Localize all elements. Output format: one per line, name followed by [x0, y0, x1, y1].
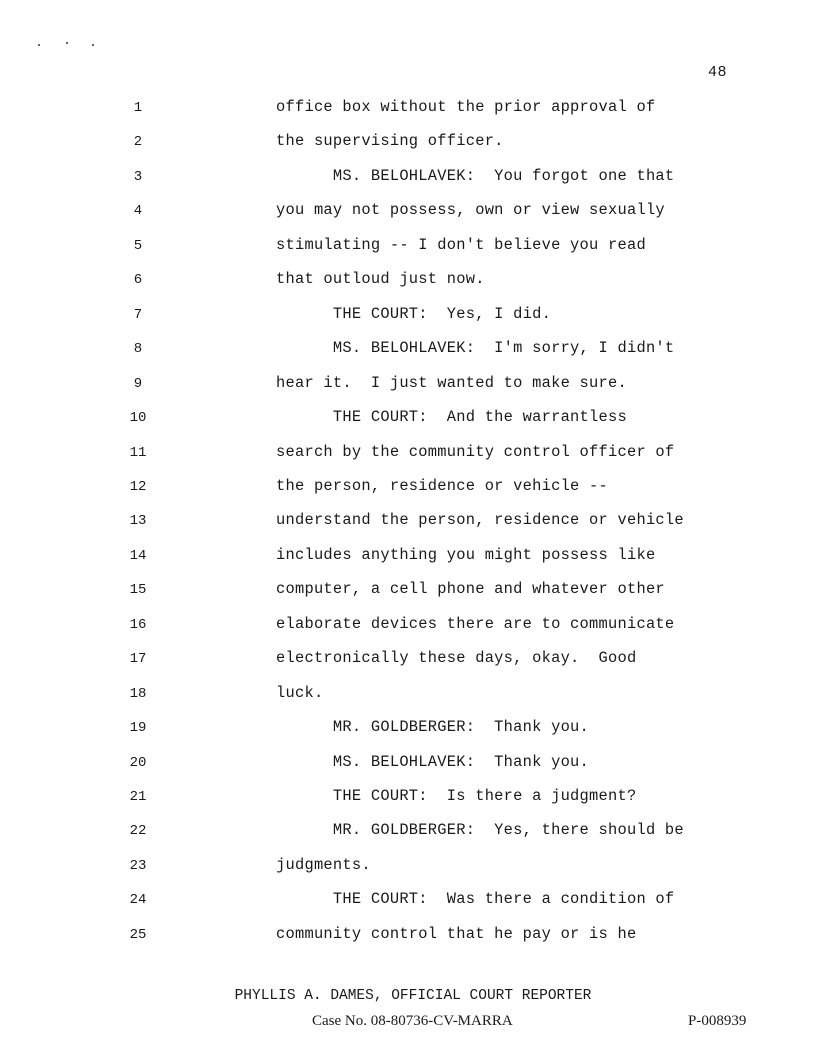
line-text: the supervising officer.	[276, 132, 504, 150]
line-number: 12	[129, 479, 147, 495]
line-number: 10	[129, 410, 147, 426]
line-text: you may not possess, own or view sexually	[276, 201, 665, 219]
line-text: THE COURT: And the warrantless	[276, 408, 627, 426]
line-text: search by the community control officer of	[276, 443, 675, 461]
line-number: 13	[129, 513, 147, 529]
scan-speck	[92, 44, 94, 46]
scan-speck	[66, 42, 68, 44]
line-number: 22	[129, 823, 147, 839]
line-number: 19	[129, 720, 147, 736]
line-text: hear it. I just wanted to make sure.	[276, 374, 627, 392]
line-text: elaborate devices there are to communicate	[276, 615, 675, 633]
line-text: community control that he pay or is he	[276, 925, 637, 943]
line-text: MS. BELOHLAVEK: Thank you.	[276, 753, 590, 771]
transcript-line	[0, 649, 816, 673]
line-number: 9	[133, 376, 143, 392]
line-number: 20	[129, 755, 147, 771]
transcript-line	[0, 511, 816, 535]
transcript-line	[0, 925, 816, 949]
line-number: 11	[129, 445, 147, 461]
footer-case-number: Case No. 08-80736-CV-MARRA	[312, 1013, 513, 1029]
line-text: office box without the prior approval of	[276, 98, 656, 116]
transcript-line	[0, 305, 816, 329]
transcript-line	[0, 201, 816, 225]
transcript-line	[0, 684, 816, 708]
line-number: 17	[129, 651, 147, 667]
line-text: MR. GOLDBERGER: Thank you.	[276, 718, 590, 736]
line-number: 2	[133, 134, 143, 150]
transcript-line	[0, 339, 816, 363]
line-number: 15	[129, 582, 147, 598]
line-number: 7	[133, 307, 143, 323]
line-text: computer, a cell phone and whatever other	[276, 580, 665, 598]
line-number: 24	[129, 892, 147, 908]
transcript-line	[0, 580, 816, 604]
line-number: 1	[133, 100, 143, 116]
line-text: MR. GOLDBERGER: Yes, there should be	[276, 821, 684, 839]
transcript-line	[0, 890, 816, 914]
transcript-line	[0, 98, 816, 122]
transcript-line	[0, 443, 816, 467]
scan-speck	[38, 44, 40, 46]
transcript-line	[0, 856, 816, 880]
line-text: THE COURT: Was there a condition of	[276, 890, 675, 908]
transcript-line	[0, 787, 816, 811]
line-number: 21	[129, 789, 147, 805]
footer-reporter: PHYLLIS A. DAMES, OFFICIAL COURT REPORTER	[234, 988, 592, 1004]
line-text: judgments.	[276, 856, 371, 874]
line-number: 3	[133, 169, 143, 185]
line-number: 4	[133, 203, 143, 219]
line-number: 5	[133, 238, 143, 254]
transcript-line	[0, 236, 816, 260]
transcript-line	[0, 408, 816, 432]
transcript-line	[0, 167, 816, 191]
line-text: includes anything you might possess like	[276, 546, 656, 564]
line-number: 25	[129, 927, 147, 943]
line-number: 16	[129, 617, 147, 633]
transcript-line	[0, 821, 816, 845]
line-text: THE COURT: Yes, I did.	[276, 305, 552, 323]
footer-document-id: P-008939	[688, 1013, 747, 1029]
line-text: stimulating -- I don't believe you read	[276, 236, 646, 254]
page-number: 48	[708, 64, 728, 81]
line-text: that outloud just now.	[276, 270, 485, 288]
transcript-line	[0, 132, 816, 156]
line-text: understand the person, residence or vehicle	[276, 511, 684, 529]
transcript-line	[0, 374, 816, 398]
line-number: 6	[133, 272, 143, 288]
line-text: electronically these days, okay. Good	[276, 649, 637, 667]
line-text: MS. BELOHLAVEK: I'm sorry, I didn't	[276, 339, 675, 357]
transcript-line	[0, 718, 816, 742]
line-number: 23	[129, 858, 147, 874]
transcript-line	[0, 477, 816, 501]
transcript-line	[0, 615, 816, 639]
line-number: 14	[129, 548, 147, 564]
line-text: the person, residence or vehicle --	[276, 477, 609, 495]
line-text: luck.	[276, 684, 324, 702]
transcript-line	[0, 270, 816, 294]
transcript-line	[0, 546, 816, 570]
line-text: THE COURT: Is there a judgment?	[276, 787, 637, 805]
line-number: 18	[129, 686, 147, 702]
line-number: 8	[133, 341, 143, 357]
line-text: MS. BELOHLAVEK: You forgot one that	[276, 167, 675, 185]
transcript-line	[0, 753, 816, 777]
